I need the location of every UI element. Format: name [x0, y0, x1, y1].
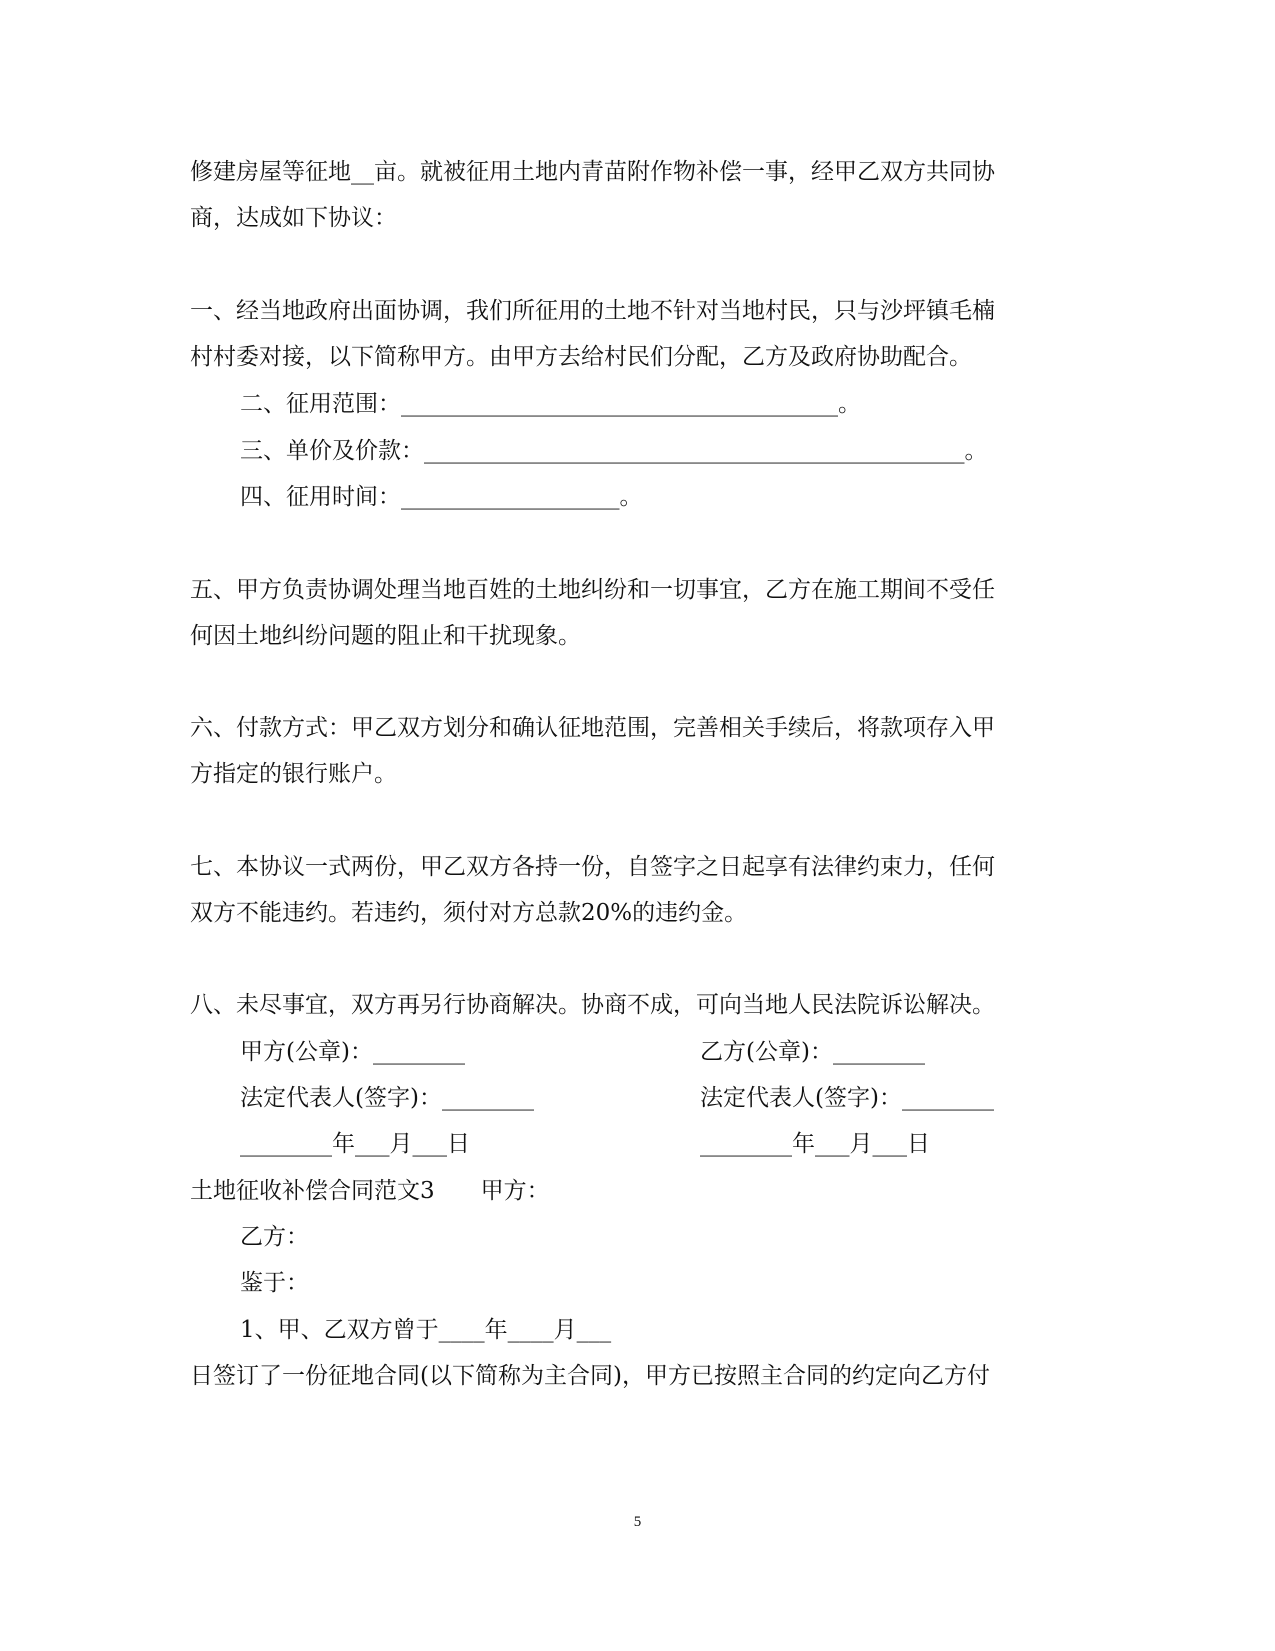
- clause-4: 四、征用时间：___________________。: [240, 484, 643, 510]
- clause-6-line: 方指定的银行账户。: [190, 761, 397, 787]
- party-b-seal: 乙方(公章)：________: [700, 1039, 925, 1065]
- clause-5-line: 何因土地纠纷问题的阻止和干扰现象。: [190, 623, 581, 649]
- page-number: 5: [633, 1514, 642, 1530]
- party-a-seal: 甲方(公章)：________: [240, 1039, 465, 1065]
- paragraph-line: 商，达成如下协议：: [190, 205, 397, 231]
- paragraph-line: 修建房屋等征地__亩。就被征用土地内青苗附作物补偿一事，经甲乙双方共同协: [190, 159, 995, 185]
- clause-3: 三、单价及价款：_______________________________________________。: [240, 438, 988, 464]
- clause-1-line: 一、经当地政府出面协调，我们所征用的土地不针对当地村民，只与沙坪镇毛楠: [190, 298, 995, 324]
- clause-1-line: 村村委对接，以下简称甲方。由甲方去给村民们分配，乙方及政府协助配合。: [190, 344, 972, 370]
- clause-5-line: 五、甲方负责协调处理当地百姓的土地纠纷和一切事宜，乙方在施工期间不受任: [190, 577, 995, 603]
- party-b-line: 乙方：: [240, 1224, 309, 1250]
- party-a-date: ________年___月___日: [240, 1131, 470, 1157]
- clause-8: 八、未尽事宜，双方再另行协商解决。协商不成，可向当地人民法院诉讼解决。: [190, 992, 995, 1018]
- party-b-representative: 法定代表人(签字)：________: [700, 1085, 994, 1111]
- party-b-date: ________年___月___日: [700, 1131, 930, 1157]
- clause-2: 二、征用范围：______________________________________。: [240, 391, 861, 417]
- clause-6-line: 六、付款方式：甲乙双方划分和确认征地范围，完善相关手续后，将款项存入甲: [190, 715, 995, 741]
- party-a-representative: 法定代表人(签字)：________: [240, 1085, 534, 1111]
- clause-7-line: 七、本协议一式两份，甲乙双方各持一份，自签字之日起享有法律约束力，任何: [190, 854, 995, 880]
- clause-7-line: 双方不能违约。若违约，须付对方总款20%的违约金。: [190, 900, 748, 926]
- whereas-line: 鉴于：: [240, 1270, 309, 1296]
- contract-title-line: 土地征收补偿合同范文3 甲方：: [190, 1178, 550, 1204]
- recital-1-line: 1、甲、乙双方曾于____年____月___: [240, 1317, 612, 1343]
- recital-1-line: 日签订了一份征地合同(以下简称为主合同)，甲方已按照主合同的约定向乙方付: [190, 1363, 990, 1389]
